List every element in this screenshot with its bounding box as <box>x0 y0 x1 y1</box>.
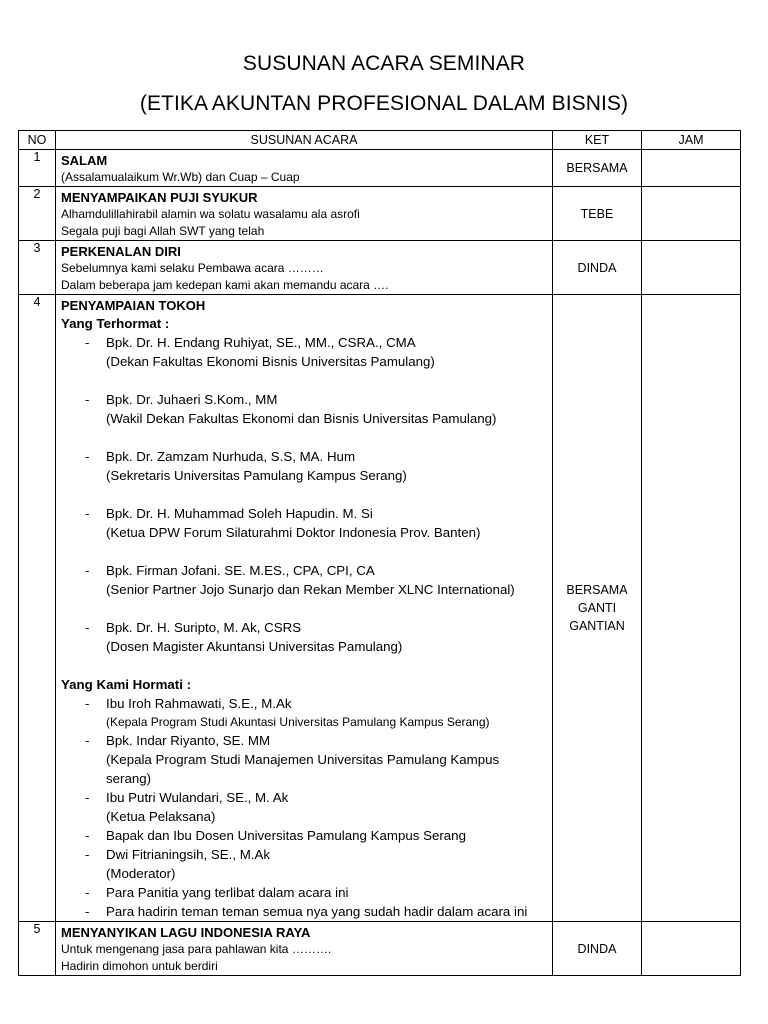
dash-bullet: - <box>85 563 90 578</box>
ket-cell: BERSAMA <box>553 150 642 187</box>
agenda-item-line: Dalam beberapa jam kedepan kami akan memandu acara …. <box>61 278 389 292</box>
agenda-cell <box>56 150 553 187</box>
spacer <box>61 656 547 675</box>
list-item <box>61 826 547 845</box>
dash-bullet: - <box>85 733 90 748</box>
dash-bullet: - <box>85 392 90 407</box>
guest-role: (Kepala Program Studi Manajemen Universitas Pamulang Kampus serang) <box>106 752 500 786</box>
dash-bullet: - <box>85 449 90 464</box>
header-ket: KET <box>553 131 642 150</box>
guest-role: (Ketua DPW Forum Silaturahmi Doktor Indonesia Prov. Banten) <box>106 525 481 540</box>
dash-bullet: - <box>85 904 90 919</box>
table-row <box>19 241 741 295</box>
honored-guest-list <box>61 333 547 656</box>
document-title: SUSUNAN ACARA SEMINAR <box>242 52 526 75</box>
guest-role: (Kepala Program Studi Akuntasi Universitas Pamulang Kampus Serang) <box>106 715 490 729</box>
guest-name: Dwi Fitrianingsih, SE., M.Ak <box>106 847 271 862</box>
list-item <box>61 390 547 428</box>
row-number: 4 <box>19 295 56 922</box>
list-item <box>61 694 547 731</box>
table-row <box>19 150 741 187</box>
agenda-cell <box>56 241 553 295</box>
table-row <box>19 295 741 922</box>
header-no: NO <box>19 131 56 150</box>
agenda-item-line: Untuk mengenang jasa para pahlawan kita ………. <box>61 942 332 956</box>
agenda-item-title: SALAM <box>61 153 108 168</box>
spacer <box>61 485 547 504</box>
ket-cell <box>553 295 642 922</box>
agenda-item-line: Segala puji bagi Allah SWT yang telah <box>61 224 265 238</box>
dash-bullet: - <box>85 335 90 350</box>
guest-name: Para hadirin teman teman semua nya yang sudah hadir dalam acara ini <box>106 904 528 919</box>
list-item <box>61 845 547 883</box>
row-number: 2 <box>19 187 56 241</box>
ket-cell: DINDA <box>553 241 642 295</box>
guest-role: (Sekretaris Universitas Pamulang Kampus Serang) <box>106 468 407 483</box>
list-item <box>61 561 547 599</box>
guest-name: Para Panitia yang terlibat dalam acara ini <box>106 885 349 900</box>
spacer <box>61 428 547 447</box>
agenda-item-title: PENYAMPAIAN TOKOH <box>61 298 206 313</box>
list-item <box>61 447 547 485</box>
agenda-cell <box>56 187 553 241</box>
guest-name: Bpk. Firman Jofani. SE. M.ES., CPA, CPI, CA <box>106 563 375 578</box>
guest-role: (Wakil Dekan Fakultas Ekonomi dan Bisnis Universitas Pamulang) <box>106 411 497 426</box>
list-item <box>61 618 547 656</box>
list-item <box>61 333 547 371</box>
spacer <box>61 599 547 618</box>
ket-line: GANTI <box>577 601 617 615</box>
dash-bullet: - <box>85 828 90 843</box>
guest-name: Bapak dan Ibu Dosen Universitas Pamulang Kampus Serang <box>106 828 466 843</box>
respected-heading: Yang Kami Hormati : <box>61 677 192 692</box>
agenda-item-title: PERKENALAN DIRI <box>61 244 181 259</box>
guest-role: (Senior Partner Jojo Sunarjo dan Rekan Member XLNC International) <box>106 582 515 597</box>
guest-name: Bpk. Dr. H. Endang Ruhiyat, SE., MM., CSRA., CMA <box>106 335 416 350</box>
dash-bullet: - <box>85 620 90 635</box>
agenda-item-title: MENYAMPAIKAN PUJI SYUKUR <box>61 190 258 205</box>
guest-name: Bpk. Dr. Juhaeri S.Kom., MM <box>106 392 278 407</box>
ket-cell: DINDA <box>553 922 642 976</box>
jam-cell <box>642 187 741 241</box>
agenda-item-line: Hadirin dimohon untuk berdiri <box>61 959 218 973</box>
dash-bullet: - <box>85 696 90 711</box>
agenda-cell <box>56 295 553 922</box>
row-number: 1 <box>19 150 56 187</box>
header-jam: JAM <box>642 131 741 150</box>
agenda-item-title: MENYANYIKAN LAGU INDONESIA RAYA <box>61 925 311 940</box>
spacer <box>61 542 547 561</box>
row-number: 5 <box>19 922 56 976</box>
table-row <box>19 922 741 976</box>
agenda-cell <box>56 922 553 976</box>
document-subtitle: (ETIKA AKUNTAN PROFESIONAL DALAM BISNIS) <box>139 92 629 115</box>
guest-name: Bpk. Indar Riyanto, SE. MM <box>106 733 271 748</box>
ket-line: GANTIAN <box>569 619 625 633</box>
agenda-item-line: Sebelumnya kami selaku Pembawa acara ……… <box>61 261 324 275</box>
agenda-item-line: Alhamdulillahirabil alamin wa solatu wasalamu ala asrofi <box>61 207 360 221</box>
jam-cell <box>642 241 741 295</box>
list-item <box>61 504 547 542</box>
header-susunan-acara: SUSUNAN ACARA <box>56 131 553 150</box>
row-number: 3 <box>19 241 56 295</box>
agenda-table <box>18 130 741 976</box>
guest-role: (Dosen Magister Akuntansi Universitas Pamulang) <box>106 639 403 654</box>
guest-role: (Dekan Fakultas Ekonomi Bisnis Universitas Pamulang) <box>106 354 435 369</box>
ket-cell: TEBE <box>553 187 642 241</box>
guest-role: (Moderator) <box>106 866 176 881</box>
dash-bullet: - <box>85 847 90 862</box>
table-row <box>19 187 741 241</box>
list-item <box>61 788 547 826</box>
honored-heading: Yang Terhormat : <box>61 316 170 331</box>
guest-name: Bpk. Dr. Zamzam Nurhuda, S.S, MA. Hum <box>106 449 356 464</box>
guest-name: Bpk. Dr. H. Suripto, M. Ak, CSRS <box>106 620 302 635</box>
table-header-row <box>19 131 741 150</box>
jam-cell <box>642 922 741 976</box>
dash-bullet: - <box>85 506 90 521</box>
jam-cell <box>642 295 741 922</box>
guest-role: (Ketua Pelaksana) <box>106 809 216 824</box>
guest-name: Ibu Iroh Rahmawati, S.E., M.Ak <box>106 696 292 711</box>
dash-bullet: - <box>85 790 90 805</box>
dash-bullet: - <box>85 885 90 900</box>
guest-name: Ibu Putri Wulandari, SE., M. Ak <box>106 790 289 805</box>
ket-line: BERSAMA <box>566 583 628 597</box>
agenda-item-line: (Assalamualaikum Wr.Wb) dan Cuap – Cuap <box>61 170 300 184</box>
list-item <box>61 883 547 902</box>
list-item <box>61 731 547 788</box>
list-item <box>61 902 547 921</box>
jam-cell <box>642 150 741 187</box>
respected-guest-list <box>61 694 547 921</box>
guest-name: Bpk. Dr. H. Muhammad Soleh Hapudin. M. Si <box>106 506 373 521</box>
spacer <box>61 371 547 390</box>
